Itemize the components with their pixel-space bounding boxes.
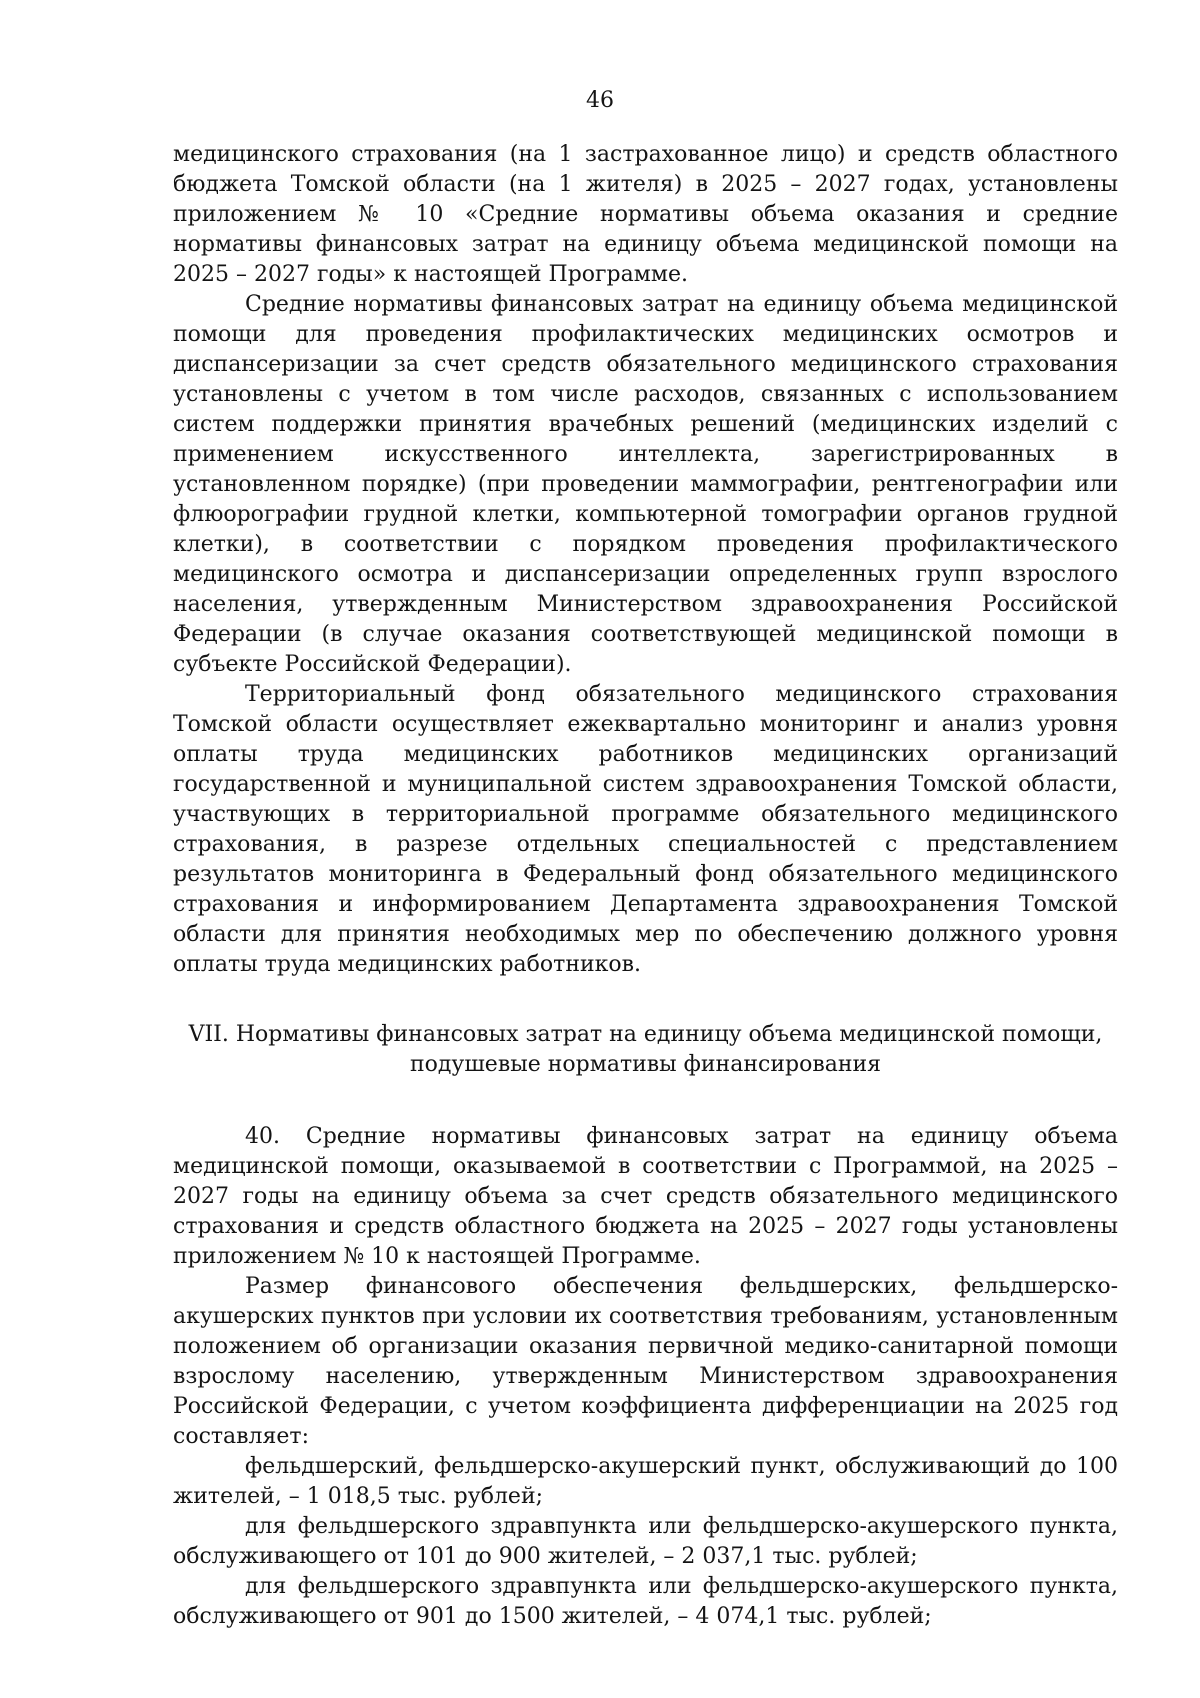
- list-item-up-to-100: фельдшерский, фельдшерско-акушерский пункт, обслуживающий до 100 жителей, – 1 018,5 тыс. рублей;: [173, 1454, 1118, 1509]
- paragraph-territorial-fund-monitoring: Территориальный фонд обязательного медицинского страхования Томской области осуществляет ежеквартально мониторинг и анализ уровня оплаты труда медицинских работников медицинских организаций государственной и муниципальной систем здравоохранения Томской области, участвующих в территориальной программе обязательного медицинского страхования, в разрезе отдельных специальностей с представлением результатов мониторинга в Федеральный фонд обязательного медицинского страхования и информированием Департамента здравоохранения Томской области для принятия необходимых мер по обеспечению должного уровня оплаты труда медицинских работников.: [173, 682, 1118, 977]
- list-item-901-to-1500: для фельдшерского здравпункта или фельдшерско-акушерского пункта, обслуживающего от 901 до 1500 жителей, – 4 074,1 тыс. рублей;: [173, 1574, 1118, 1629]
- section-heading: [173, 1020, 1118, 1080]
- paragraph-continuation: медицинского страхования (на 1 застрахованное лицо) и средств областного бюджета Томской области (на 1 жителя) в 2025 – 2027 годах, установлены приложением № 10 «Средние нормативы объема оказания и средние нормативы финансовых затрат на единицу объема медицинской помощи на 2025 – 2027 годы» к настоящей Программе.: [173, 142, 1118, 287]
- list-item-101-to-900: для фельдшерского здравпункта или фельдшерско-акушерского пункта, обслуживающего от 101 до 900 жителей, – 2 037,1 тыс. рублей;: [173, 1514, 1118, 1569]
- page-content: [173, 140, 1118, 1632]
- section-heading-line-2: подушевые нормативы финансирования: [409, 1052, 882, 1077]
- section-heading-line-1: VII. Нормативы финансовых затрат на единицу объема медицинской помощи,: [188, 1022, 1103, 1047]
- page-number: 46: [586, 88, 614, 113]
- paragraph-feldsher-funding: Размер финансового обеспечения фельдшерских, фельдшерско-акушерских пунктов при условии их соответствия требованиям, установленным положением об организации оказания первичной медико-санитарной помощи взрослому населению, утвержденным Министерством здравоохранения Российской Федерации, с учетом коэффициента дифференциации на 2025 год составляет:: [173, 1274, 1118, 1449]
- paragraph-cost-standards-screening: Средние нормативы финансовых затрат на единицу объема медицинской помощи для проведения профилактических медицинских осмотров и диспансеризации за счет средств обязательного медицинского страхования установлены с учетом в том числе расходов, связанных с использованием систем поддержки принятия врачебных решений (медицинских изделий с применением искусственного интеллекта, зарегистрированных в установленном порядке) (при проведении маммографии, рентгенографии или флюорографии грудной клетки, компьютерной томографии органов грудной клетки), в соответствии с порядком проведения профилактического медицинского осмотра и диспансеризации определенных групп взрослого населения, утвержденным Министерством здравоохранения Российской Федерации (в случае оказания соответствующей медицинской помощи в субъекте Российской Федерации).: [173, 292, 1118, 677]
- paragraph-item-40: 40. Средние нормативы финансовых затрат на единицу объема медицинской помощи, оказываемой в соответствии с Программой, на 2025 – 2027 годы на единицу объема за счет средств обязательного медицинского страхования и средств областного бюджета на 2025 – 2027 годы установлены приложением № 10 к настоящей Программе.: [173, 1124, 1118, 1269]
